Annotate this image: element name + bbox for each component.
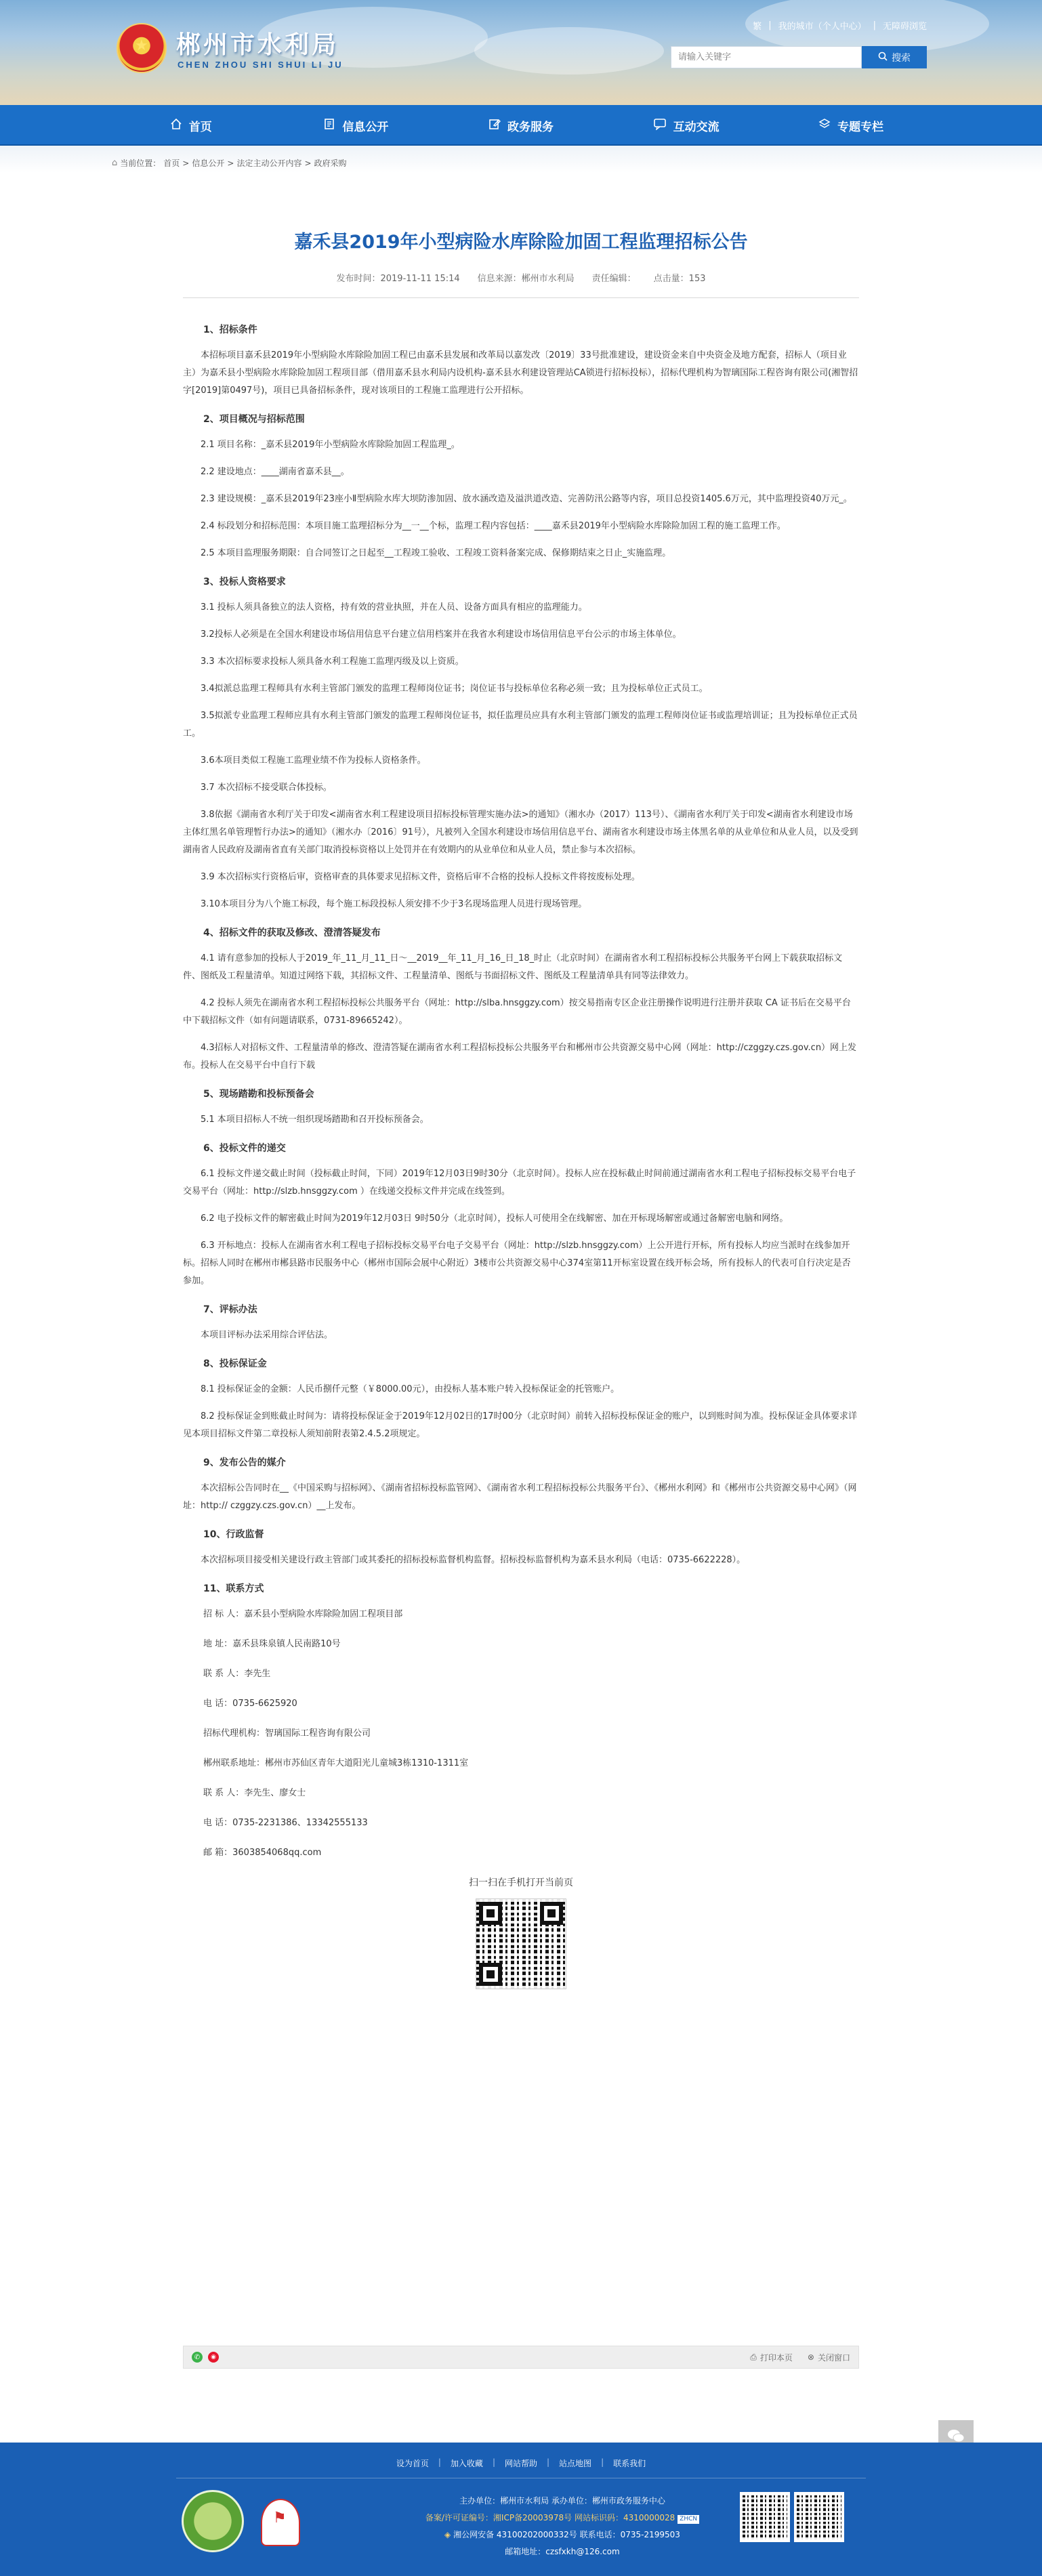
close-window-button[interactable]	[808, 2352, 850, 2363]
section-paragraph: 2.5 本项目监理服务期限：自合同签订之日起至__工程竣工验收、工程竣工资料备案完成、保修期结束之日止_实施监理。	[201, 548, 671, 558]
qr-finder	[479, 1902, 502, 1925]
breadcrumb-sep: >	[304, 158, 312, 168]
toplink-sep: |	[768, 20, 772, 30]
document-icon	[323, 118, 335, 133]
footer-link-set-home[interactable]: 设为首页	[396, 2459, 429, 2468]
footer-email: 邮箱地址：czsfxkh@126.com	[505, 2547, 620, 2556]
footer-link-sitemap[interactable]: 站点地图	[559, 2459, 592, 2468]
footer-link-help[interactable]: 网站帮助	[504, 2459, 537, 2468]
wechat-share-icon[interactable]: ✆	[192, 2352, 203, 2363]
section-paragraph: 6.3 开标地点：投标人在湖南省水利工程电子招标投标交易平台电子交易平台（网址：http://slzb.hnsggzy.com）上公开进行开标，所有投标人均应当派时在线参加开标。招标人同时在郴州市郴县路市民服务中心（郴州市国际会展中心附近）3楼市公共资源交易中心374室第11开标室设置在线开标会场，所有投标人的代表可自行决定是否参加。	[183, 1241, 851, 1286]
section-paragraph: 3.4拟派总监理工程师具有水利主管部门颁发的监理工程师岗位证书；岗位证书与投标单位名称必须一致；且为投标单位正式员工。	[201, 684, 708, 694]
contact-line: 招标代理机构：智璃国际工程咨询有限公司	[203, 1728, 371, 1739]
footer-icp[interactable]: 备案/许可证编号：湘ICP备20003978号 网站标识码：4310000028	[425, 2513, 675, 2522]
chat-icon	[653, 118, 667, 133]
section-heading: 3、投标人资格要求	[203, 577, 286, 587]
footer-sponsor: 主办单位：郴州市水利局 承办单位：郴州市政务服务中心	[459, 2496, 665, 2506]
section-paragraph: 3.9 本次招标实行资格后审，资格审查的具体要求见招标文件，资格后审不合格的投标人投标文件将按废标处理。	[201, 872, 640, 882]
section-paragraph: 本项目评标办法采用综合评估法。	[201, 1330, 333, 1340]
section-heading: 9、发布公告的媒介	[203, 1457, 286, 1468]
publish-time: 发布时间：2019-11-11 15:14	[336, 274, 460, 284]
footer-link-favorite[interactable]: 加入收藏	[450, 2459, 483, 2468]
weibo-qr-code	[794, 2492, 844, 2542]
contact-line: 郴州联系地址：郴州市苏仙区青年大道阳光儿童城3栋1310-1311室	[203, 1758, 469, 1768]
contact-line: 招 标 人：嘉禾县小型病险水库除险加固工程项目部	[203, 1609, 403, 1619]
header-cloud	[474, 27, 664, 75]
section-paragraph: 8.1 投标保证金的金额：人民币捌仟元整（￥8000.00元），由投标人基本账户转入投标保证金的托管账户。	[201, 1384, 620, 1394]
main-nav	[0, 105, 1042, 146]
close-label: 关闭窗口	[817, 2352, 850, 2363]
contact-line: 地 址：嘉禾县珠泉镇人民南路10号	[203, 1639, 341, 1649]
weibo-share-icon[interactable]: ◉	[208, 2352, 219, 2363]
search-button[interactable]	[862, 46, 927, 68]
share-group	[192, 2352, 219, 2363]
breadcrumb-item-info[interactable]: 信息公开	[192, 159, 225, 168]
site-header	[0, 0, 1042, 105]
section-heading: 5、现场踏勘和投标预备会	[203, 1089, 314, 1100]
nav-item-interaction[interactable]	[604, 105, 769, 146]
site-footer	[0, 2443, 1042, 2576]
site-title[interactable]: 郴州市水利局	[176, 31, 339, 59]
section-heading: 4、招标文件的获取及修改、澄清答疑发布	[203, 928, 381, 938]
nav-label: 首页	[188, 120, 212, 134]
footer-links: 设为首页 | 加入收藏 | 网站帮助 | 站点地图 | 联系我们	[396, 2457, 646, 2468]
section-paragraph: 本次招标公告同时在__《中国采购与招标网》、《湖南省招标投标监管网》、《湖南省水利工程招标投标公共服务平台》、《郴州水利网》和《郴州市公共资源交易中心网》（网址：http:// czggzy.czs.gov.cn）__上发布。	[183, 1483, 857, 1511]
breadcrumb-sep: >	[227, 158, 234, 168]
section-paragraph: 6.2 电子投标文件的解密截止时间为2019年12月03日 9时50分（北京时间），投标人可使用全在线解密、加在开标现场解密或通过备解密电脑和网络。	[201, 1213, 789, 1224]
section-heading: 10、行政监督	[203, 1529, 264, 1540]
qr-finder	[479, 1963, 502, 1986]
section-paragraph: 4.2 投标人须先在湖南省水利工程招标投标公共服务平台（网址：http://slba.hnsggzy.com）按交易指南专区企业注册操作说明进行注册并获取 CA 证书后在交易平台中下载招标文件（如有问题请联系，0731-89665242）。	[183, 998, 851, 1026]
section-heading: 1、招标条件	[203, 325, 257, 335]
contact-line: 电 话：0735-2231386、13342555133	[203, 1818, 368, 1828]
section-paragraph: 4.3招标人对招标文件、工程量清单的修改、澄清答疑在湖南省水利工程招标投标公共服务平台和郴州市公共资源交易中心网（网址：http://czggzy.czs.gov.cn）网上发布。投标人在交易平台中自行下载	[183, 1043, 857, 1071]
site-subtitle: CHEN ZHOU SHI SHUI LI JU	[178, 60, 343, 70]
section-paragraph: 3.8依据《湖南省水利厅关于印发<湖南省水利工程建设项目招标投标管理实施办法>的通知》（湘水办（2017）113号）、《湖南省水利厅关于印发<湖南省水利建设市场主体红黑名单管理暂行办法>的通知》（湘水办〔2016〕91号），凡被列入全国水利建设市场信用信息平台、湖南省水利建设市场主体黑名单的从业单位和从业人员，以及受到湖南省人民政府及湖南省直有关部门取消投标资格以上处罚并在有效期内的从业单位和从业人员，禁止参与本次招标。	[183, 810, 858, 855]
section-paragraph: 3.5拟派专业监理工程师应具有水利主管部门颁发的监理工程师岗位证书，拟任监理员应具有水利主管部门颁发的监理工程师岗位证书或监理培训证；且为投标单位正式员工。	[183, 711, 858, 739]
breadcrumb-item-home[interactable]: 首页	[163, 159, 180, 168]
editor: 责任编辑：	[591, 274, 636, 284]
close-icon: ⊗	[807, 2352, 814, 2362]
traditional-chinese-link[interactable]: 繁	[753, 22, 762, 32]
footer-link-contact[interactable]: 联系我们	[613, 2459, 646, 2468]
section-paragraph: 4.1 请有意参加的投标人于2019_年_11_月_11_日～__2019__年_11_月_16_日_18_时止（北京时间）在湖南省水利工程招标投标公共服务平台网上下载获取招标文件、图纸及工程量清单。知道过网络下载，其招标文件、工程量清单、图纸与书面招标文件、图纸及工程量清单具有同等法律效力。	[183, 953, 843, 981]
search-input[interactable]	[671, 46, 862, 68]
nav-label: 政务服务	[507, 120, 554, 134]
breadcrumb-item-statutory[interactable]: 法定主动公开内容	[236, 159, 302, 168]
nav-item-gov-services[interactable]	[438, 105, 604, 146]
nav-item-special-topics[interactable]	[768, 105, 934, 146]
breadcrumb-prefix: 当前位置：	[120, 159, 161, 168]
section-paragraph: 6.1 投标文件递交截止时间（投标截止时间，下同）2019年12月03日9时30分（北京时间）。投标人应在投标截止时间前通过湖南省水利工程电子招标投标交易平台电子交易平台（网址：http://slzb.hnsggzy.com ）在线递交投标文件并完成在线签到。	[183, 1169, 856, 1197]
nav-item-home[interactable]	[108, 105, 274, 146]
section-paragraph: 2.1 项目名称：_嘉禾县2019年小型病险水库除险加固工程监理_。	[201, 440, 460, 450]
section-paragraph: 本次招标项目接受相关建设行政主管部门或其委托的招标投标监督机构监督。招标投标监督机构为嘉禾县水利局（电话：0735-6622228）。	[201, 1555, 746, 1565]
breadcrumb-item-procurement[interactable]: 政府采购	[314, 159, 347, 168]
national-emblem-icon[interactable]	[117, 23, 167, 73]
section-heading: 2、项目概况与招标范围	[203, 414, 305, 425]
footer-badge: ZHCN	[678, 2515, 699, 2524]
nav-item-info-disclosure[interactable]	[274, 105, 439, 146]
wechat-qr-code	[740, 2492, 790, 2542]
qr-caption: 扫一扫在手机打开当前页	[469, 1877, 573, 1888]
contact-line: 邮 箱：3603854068qq.com	[203, 1848, 322, 1858]
contact-line: 电 话：0735-6625920	[203, 1699, 297, 1709]
top-links	[753, 19, 927, 32]
section-paragraph: 3.10本项目分为八个施工标段，每个施工标段投标人须安排不少于3名现场监理人员进行现场管理。	[201, 899, 587, 909]
home-icon	[170, 118, 182, 133]
article-tools-bar	[183, 2346, 859, 2369]
contact-line: 联 系 人：李先生、廖女士	[203, 1788, 306, 1798]
accessibility-link[interactable]: 无障碍浏览	[882, 22, 927, 32]
section-heading: 8、投标保证金	[203, 1358, 267, 1369]
article-body	[183, 298, 859, 1862]
search-icon	[878, 51, 888, 64]
print-label: 打印本页	[759, 2352, 793, 2363]
footer-info	[393, 2493, 732, 2560]
article-meta	[183, 271, 859, 284]
nav-label: 专题专栏	[837, 120, 884, 134]
toplink-sep: |	[873, 20, 876, 30]
printer-icon: ⎙	[750, 2352, 757, 2362]
layers-icon	[818, 118, 831, 133]
user-center-link[interactable]: 我的城市（个人中心）	[778, 22, 867, 32]
section-paragraph: 3.7 本次招标不接受联合体投标。	[201, 783, 332, 793]
section-paragraph: 2.2 建设地点：____湖南省嘉禾县__。	[201, 467, 350, 477]
section-paragraph: 3.2投标人必须是在全国水利建设市场信用信息平台建立信用档案并在我省水利建设市场信用信息平台公示的市场主体单位。	[201, 629, 682, 640]
breadcrumb-sep: >	[182, 158, 190, 168]
location-icon: ⌂	[112, 158, 118, 168]
section-paragraph: 3.3 本次招标要求投标人须具备水利工程施工监理丙级及以上资质。	[201, 657, 464, 667]
section-heading: 6、投标文件的递交	[203, 1143, 286, 1154]
police-badge-icon: ◈	[444, 2530, 451, 2539]
search-button-label: 搜索	[892, 52, 911, 64]
contact-heading: 11、联系方式	[203, 1583, 264, 1594]
footer-police[interactable]: 湘公网安备 43100202000332号 联系电话：0735-2199503	[453, 2530, 680, 2539]
section-heading: 7、评标办法	[203, 1304, 257, 1315]
gov-site-error-correction-logo[interactable]	[182, 2490, 244, 2552]
section-paragraph: 2.3 建设规模：_嘉禾县2019年23座小Ⅱ型病险水库大坝防渗加固、放水涵改造及溢洪道改造、完善防汛公路等内容，项目总投资1405.6万元，其中监理投资40万元_。	[201, 494, 852, 504]
qr-finder	[540, 1902, 563, 1925]
section-paragraph: 本招标项目嘉禾县2019年小型病险水库除险加固工程已由嘉禾县发展和改革局以嘉发改〔2019〕33号批准建设，建设资金来自中央资金及地方配套，招标人（项目业主）为嘉禾县小型病险水库除险加固工程项目部（借用嘉禾县水利局内设机构-嘉禾县水利建设管理站CA锁进行招标投标），招标代理机构为智璃国际工程咨询有限公司(湘智招字[2019]第0497号)，项目已具备招标条件，现对该项目的工程施工监理进行公开招标。	[183, 350, 858, 396]
edit-icon	[488, 118, 501, 133]
breadcrumb	[112, 157, 347, 169]
section-paragraph: 3.1 投标人须具备独立的法人资格，持有效的营业执照，并在人员、设备方面具有相应的监理能力。	[201, 602, 587, 612]
article	[183, 203, 859, 1989]
view-count: 点击量：153	[653, 274, 706, 284]
info-source: 信息来源：郴州市水利局	[477, 274, 575, 284]
print-button[interactable]	[750, 2352, 793, 2363]
section-paragraph: 5.1 本项目招标人不统一组织现场踏勘和召开投标预备会。	[201, 1115, 429, 1125]
nav-label: 互动交流	[673, 120, 720, 134]
section-paragraph: 2.4 标段划分和招标范围：本项目施工监理招标分为__一__个标，监理工程内容包括：____嘉禾县2019年小型病险水库除险加固工程的施工监理工作。	[201, 521, 786, 531]
section-paragraph: 3.6本项目类似工程施工监理业绩不作为投标人资格条件。	[201, 755, 426, 766]
section-paragraph: 8.2 投标保证金到账截止时间为：请将投标保证金于2019年12月02日的17时00分（北京时间）前转入招标投标保证金的账户，以到账时间为准。投标保证金具体要求详见本项目招标文件第二章投标人须知前附表第2.4.5.2项规定。	[183, 1411, 858, 1439]
contact-line: 联 系 人：李先生	[203, 1669, 271, 1679]
article-title: 嘉禾县2019年小型病险水库除险加固工程监理招标公告	[294, 232, 748, 253]
party-gov-site-logo[interactable]	[261, 2499, 300, 2546]
nav-label: 信息公开	[342, 120, 389, 134]
page-qr-code	[476, 1898, 566, 1989]
